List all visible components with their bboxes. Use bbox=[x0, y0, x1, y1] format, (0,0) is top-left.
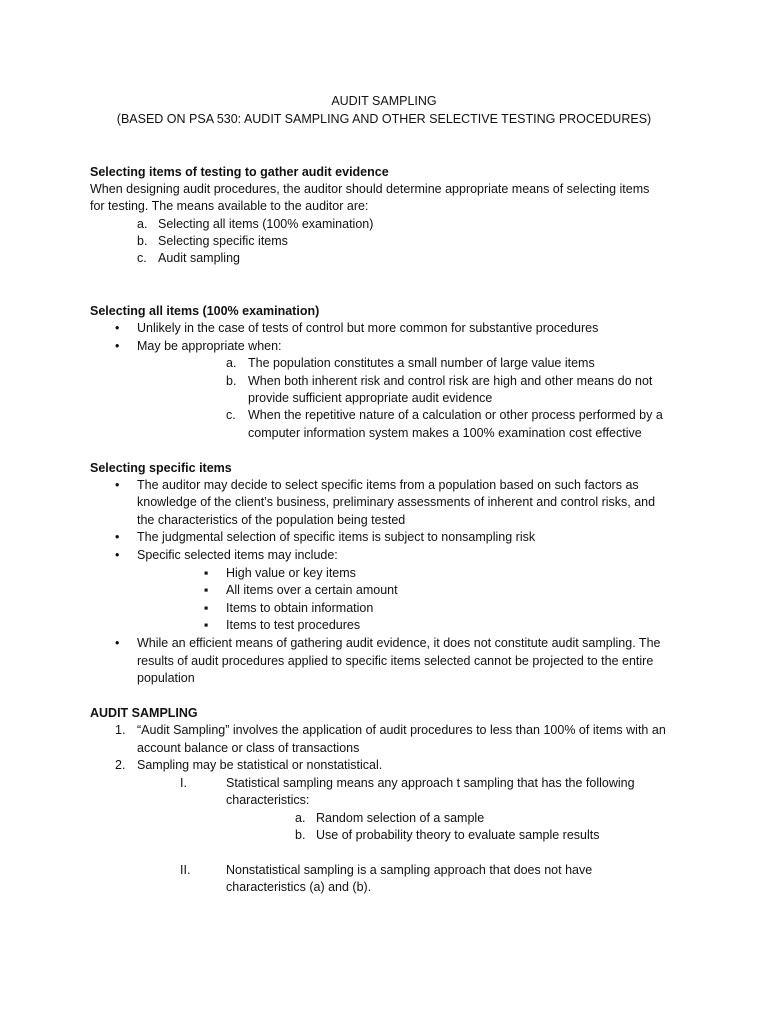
list-item: When both inherent risk and control risk are high and other means do not bbox=[248, 374, 653, 388]
list-item-continued: provide sufficient appropriate audit evidence bbox=[248, 391, 493, 405]
section-heading-selecting-items: Selecting items of testing to gather audit evidence bbox=[90, 165, 389, 179]
list-item: Sampling may be statistical or nonstatistical. bbox=[137, 758, 383, 772]
bullet-item: May be appropriate when: bbox=[137, 339, 282, 353]
list-item: Audit sampling bbox=[158, 251, 240, 265]
list-item: The population constitutes a small number of large value items bbox=[248, 356, 595, 370]
square-bullet-icon: ▪ bbox=[204, 566, 209, 580]
list-item: Statistical sampling means any approach t sampling that has the following bbox=[226, 776, 635, 790]
square-bullet-icon: ▪ bbox=[204, 618, 209, 632]
square-bullet-icon: ▪ bbox=[204, 583, 209, 597]
bullet-item-continued: results of audit procedures applied to specific items selected cannot be projected to the entire bbox=[137, 654, 654, 668]
list-marker: b. bbox=[137, 234, 148, 248]
doc-subtitle: (BASED ON PSA 530: AUDIT SAMPLING AND OTHER SELECTIVE TESTING PROCEDURES) bbox=[116, 112, 652, 126]
list-item: Selecting all items (100% examination) bbox=[158, 217, 374, 231]
list-marker: c. bbox=[137, 251, 147, 265]
list-item: Selecting specific items bbox=[158, 234, 288, 248]
section-heading-all-items: Selecting all items (100% examination) bbox=[90, 304, 320, 318]
list-item: “Audit Sampling” involves the application of audit procedures to less than 100% of items with an bbox=[137, 723, 666, 737]
bullet-item: While an efficient means of gathering audit evidence, it does not constitute audit sampling. The bbox=[137, 636, 661, 650]
list-item: Random selection of a sample bbox=[316, 811, 485, 825]
list-marker: 1. bbox=[115, 723, 126, 737]
list-item: Use of probability theory to evaluate sample results bbox=[316, 828, 600, 842]
square-bullet-icon: ▪ bbox=[204, 601, 209, 615]
list-marker: a. bbox=[295, 811, 306, 825]
list-marker: b. bbox=[226, 374, 237, 388]
bullet-icon: • bbox=[115, 339, 120, 353]
list-item: Items to obtain information bbox=[226, 601, 374, 615]
list-item-continued: characteristics: bbox=[226, 793, 310, 807]
list-item-continued: characteristics (a) and (b). bbox=[226, 880, 372, 894]
bullet-item-continued: population bbox=[137, 671, 195, 685]
list-item: Items to test procedures bbox=[226, 618, 361, 632]
list-item-continued: account balance or class of transactions bbox=[137, 741, 360, 755]
list-item: Nonstatistical sampling is a sampling approach that does not have bbox=[226, 863, 593, 877]
list-marker: c. bbox=[226, 408, 236, 422]
bullet-icon: • bbox=[115, 478, 120, 492]
bullet-icon: • bbox=[115, 321, 120, 335]
list-item: All items over a certain amount bbox=[226, 583, 398, 597]
list-item: When the repetitive nature of a calculation or other process performed by a bbox=[248, 408, 663, 422]
bullet-item: The judgmental selection of specific items is subject to nonsampling risk bbox=[137, 530, 536, 544]
list-marker: a. bbox=[226, 356, 237, 370]
list-item-continued: computer information system makes a 100% examination cost effective bbox=[248, 426, 642, 440]
bullet-icon: • bbox=[115, 636, 120, 650]
bullet-item-continued: knowledge of the client’s business, preliminary assessments of inherent and control risks, and bbox=[137, 495, 656, 509]
doc-title: AUDIT SAMPLING bbox=[331, 94, 437, 108]
roman-marker: I. bbox=[180, 776, 187, 790]
bullet-icon: • bbox=[115, 548, 120, 562]
bullet-item: Specific selected items may include: bbox=[137, 548, 338, 562]
section-heading-audit-sampling: AUDIT SAMPLING bbox=[90, 706, 198, 720]
bullet-item-continued: the characteristics of the population being tested bbox=[137, 513, 406, 527]
paragraph-line: When designing audit procedures, the auditor should determine appropriate means of selecting items bbox=[90, 182, 650, 196]
roman-marker: II. bbox=[180, 863, 191, 877]
list-item: High value or key items bbox=[226, 566, 356, 580]
bullet-item: The auditor may decide to select specific items from a population based on such factors as bbox=[137, 478, 639, 492]
bullet-item: Unlikely in the case of tests of control but more common for substantive procedures bbox=[137, 321, 599, 335]
list-marker: b. bbox=[295, 828, 306, 842]
list-marker: a. bbox=[137, 217, 148, 231]
bullet-icon: • bbox=[115, 530, 120, 544]
list-marker: 2. bbox=[115, 758, 126, 772]
paragraph-line: for testing. The means available to the auditor are: bbox=[90, 199, 369, 213]
section-heading-specific-items: Selecting specific items bbox=[90, 461, 232, 475]
